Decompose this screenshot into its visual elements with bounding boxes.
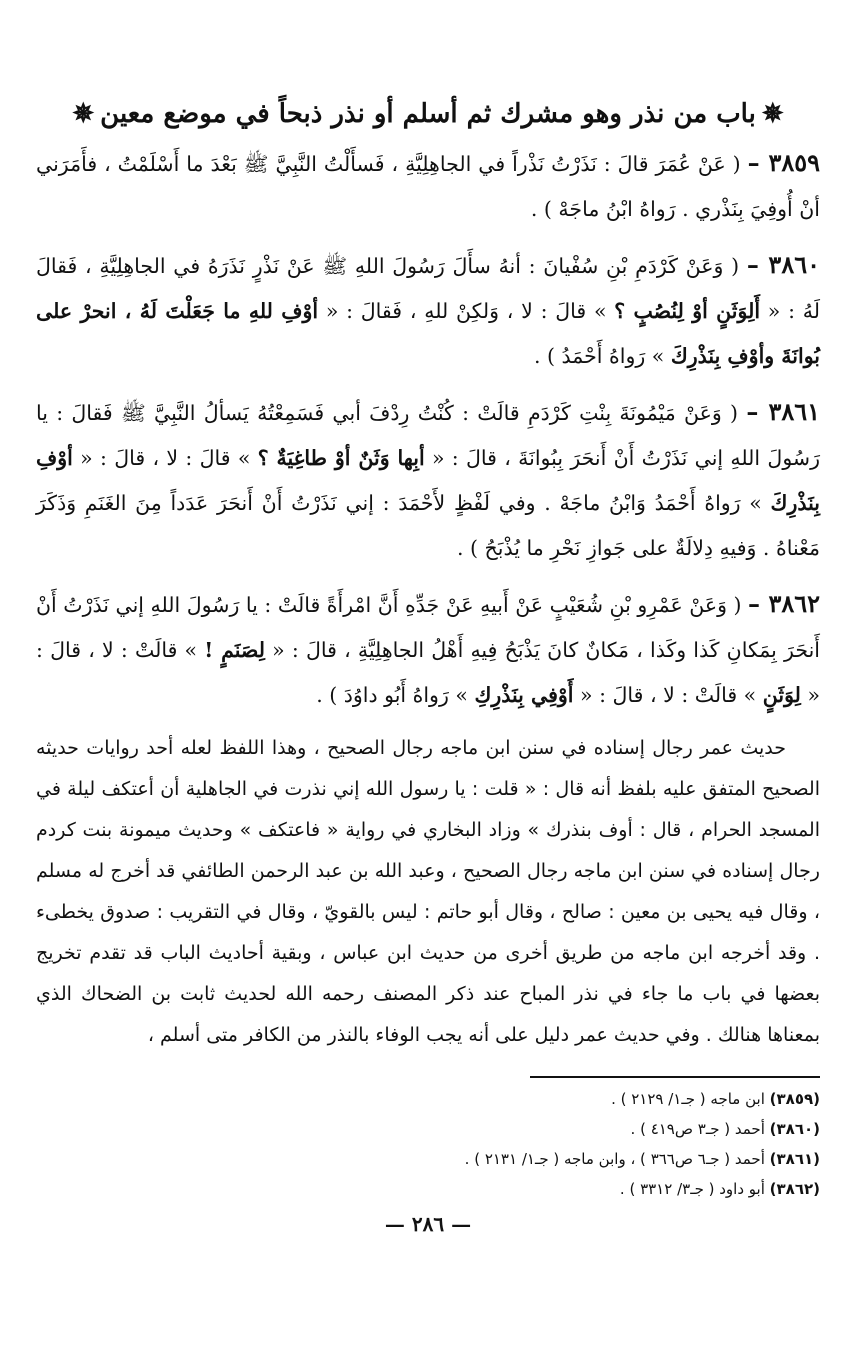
hadith-text: » قالَ : لا ، وَلكِنْ للهِ ، فَقالَ : « (325, 299, 607, 323)
chapter-title (36, 92, 820, 136)
hadith-text: ( وَعَنْ كَرْدَمِ بْنِ سُفْيانَ : أنهُ سأَلَ رَسُولَ اللهِ ﷺ عَنْ نَذْرٍ نَذَرَهُ في الجاهِلِيَّةِ ، فَقالَ لَهُ : « (36, 254, 820, 323)
prophetic-speech: أبِها وَثَنٌ أوْ طاغِيَةٌ ؟ (257, 446, 425, 470)
commentary (36, 728, 820, 1056)
hadith-text: ( وَعَنْ عَمْرِو بْنِ شُعَيْبٍ عَنْ أَبيهِ عَنْ جَدِّهِ أَنَّ امْرأَةً قالَتْ : يا رَسُولَ اللهِ إني نَذَرْتُ أَنْ أَنحَرَ بِمَكانِ كَذا وكَذا ، مَكانٌ كانَ يَذْبَحُ فِيهِ أَهْلُ الجاهِلِيَّةِ ، قالَ : « (36, 593, 820, 662)
hadith-3862 (36, 581, 820, 718)
hadith-text: » قالَتْ : لا ، قالَ : « (580, 683, 757, 707)
footnote (36, 1144, 820, 1174)
ornament-star-icon: ✵ (72, 99, 95, 129)
commentary-paragraph: حديث عمر رجال إسناده في سنن ابن ماجه رجال الصحيح ، وهذا اللفظ لعله أحد روايات حديثه الصحيح المتفق عليه بلفظ أنه قال : « قلت : يا رسول الله إني نذرت في الجاهلية أن أعتكف ليلة في المسجد الحرام ، قال : أوف بنذرك » وزاد البخاري في رواية « فاعتكف » وحديث ميمونة بنت كردم رجال إسناده في سنن ابن ماجه رجال الصحيح ، وعبد الله بن عبد الرحمن الطائفي قد أخرج له مسلم ، وقال فيه يحيى بن معين : صالح ، وقال أبو حاتم : ليس بالقويّ ، وقال في التقريب : صدوق يخطىء . وقد أخرجه ابن ماجه من طريق أخرى من حديث ابن عباس ، وبقية أحاديث الباب قد تقدم تخريج بعضها في باب ما جاء في نذر المباح عند ذكر المصنف رحمه الله لحديث ثابت بن الضحاك الذي بمعناها هنالك . وفي حديث عمر دليل على أنه يجب الوفاء بالنذر من الكافر متى أسلم ، (36, 737, 820, 1046)
hadith-3860 (36, 242, 820, 379)
hadith-number: ٣٨٦٢ – (748, 589, 820, 618)
footnotes (36, 1084, 820, 1204)
hadith-text: ( وَعَنْ مَيْمُونَةَ بِنْتِ كَرْدَمِ قالَتْ : كُنْتُ رِدْفَ أبي فَسَمِعْتُهُ يَسألُ النَّبِيَّ ﷺ فَقالَ : يا رَسُولَ اللهِ إني نَذَرْتُ أَنْ أَنحَرَ بِبُوانَةَ ، قالَ : « (36, 401, 820, 470)
prophetic-speech: لِوَثَنٍ (762, 683, 801, 707)
hadith-number: ٣٨٦١ – (746, 397, 820, 426)
prophetic-speech: أوْفِ بِنَذْرِكَ (36, 446, 820, 515)
footnote-text: أبو داود ( جـ٣/ ٣٣١٢ ) . (619, 1180, 765, 1198)
hadith-text: ( عَنْ عُمَرَ قالَ : نَذَرْتُ نَذْراً في الجاهِلِيَّةِ ، فَسأَلْتُ النَّبِيَّ ﷺ بَعْدَ ما أَسْلَمْتُ ، فأَمَرَني أنْ أُوفِيَ بِنَذْري . رَواهُ ابْنُ ماجَهْ ) . (36, 152, 820, 221)
prophetic-speech: لِصَنَمٍ ! (204, 638, 265, 662)
ornament-star-icon: ✵ (761, 99, 784, 129)
hadith-text: » رَواهُ أَحْمَدُ وَابْنُ ماجَهْ . وفي لَفْظٍ لأَحْمَدَ : إني نَذَرْتُ أَنْ أَنحَرَ عَدَداً مِنَ الغَنَمِ وَذَكَرَ مَعْناهُ . وَفيهِ دِلالَةٌ على جَوازِ نَحْرِ ما يُذْبَحُ ) . (36, 491, 820, 560)
footnote-divider (530, 1076, 820, 1078)
footnote (36, 1114, 820, 1144)
footnote-text: أحمد ( جـ٦ ص٣٦٦ ) ، وابن ماجه ( جـ١/ ٢١٣١ ) . (464, 1150, 765, 1168)
hadith-text: » رَواهُ أَبُو داوُدَ ) . (316, 683, 468, 707)
footnote-number: (٣٨٥٩) (769, 1090, 820, 1108)
footnote-text: أحمد ( جـ٣ ص٤١٩ ) . (630, 1120, 765, 1138)
footnote-number: (٣٨٦٢) (769, 1180, 820, 1198)
hadith-number: ٣٨٦٠ – (746, 250, 820, 279)
footnote (36, 1174, 820, 1204)
hadith-text: » رَواهُ أَحْمَدُ ) . (533, 344, 665, 368)
footnote (36, 1084, 820, 1114)
footnote-text: ابن ماجه ( جـ١/ ٢١٢٩ ) . (611, 1090, 765, 1108)
prophetic-speech: أَوْفِي بِنَذْرِكِ (474, 683, 574, 707)
hadith-3859 (36, 140, 820, 232)
footnote-number: (٣٨٦١) (769, 1150, 820, 1168)
hadith-3861 (36, 389, 820, 571)
prophetic-speech: أَلِوَثَنٍ أوْ لِنُصُبٍ ؟ (614, 299, 761, 323)
chapter-title-text: باب من نذر وهو مشرك ثم أسلم أو نذر ذبحاً في موضع معين (100, 99, 756, 129)
hadith-text: » قالَ : لا ، قالَ : « (80, 446, 251, 470)
page-number: — ٢٨٦ — (384, 1212, 472, 1236)
hadith-text: » قالَتْ : لا ، قالَ : « (36, 638, 820, 707)
hadith-number: ٣٨٥٩ – (747, 148, 820, 177)
prophetic-speech: أوْفِ للهِ ما جَعَلْتَ لَهُ ، انحرْ على بُوانَةَ وأوْفِ بِنَذْرِكَ (36, 299, 820, 368)
footnote-number: (٣٨٦٠) (769, 1120, 820, 1138)
